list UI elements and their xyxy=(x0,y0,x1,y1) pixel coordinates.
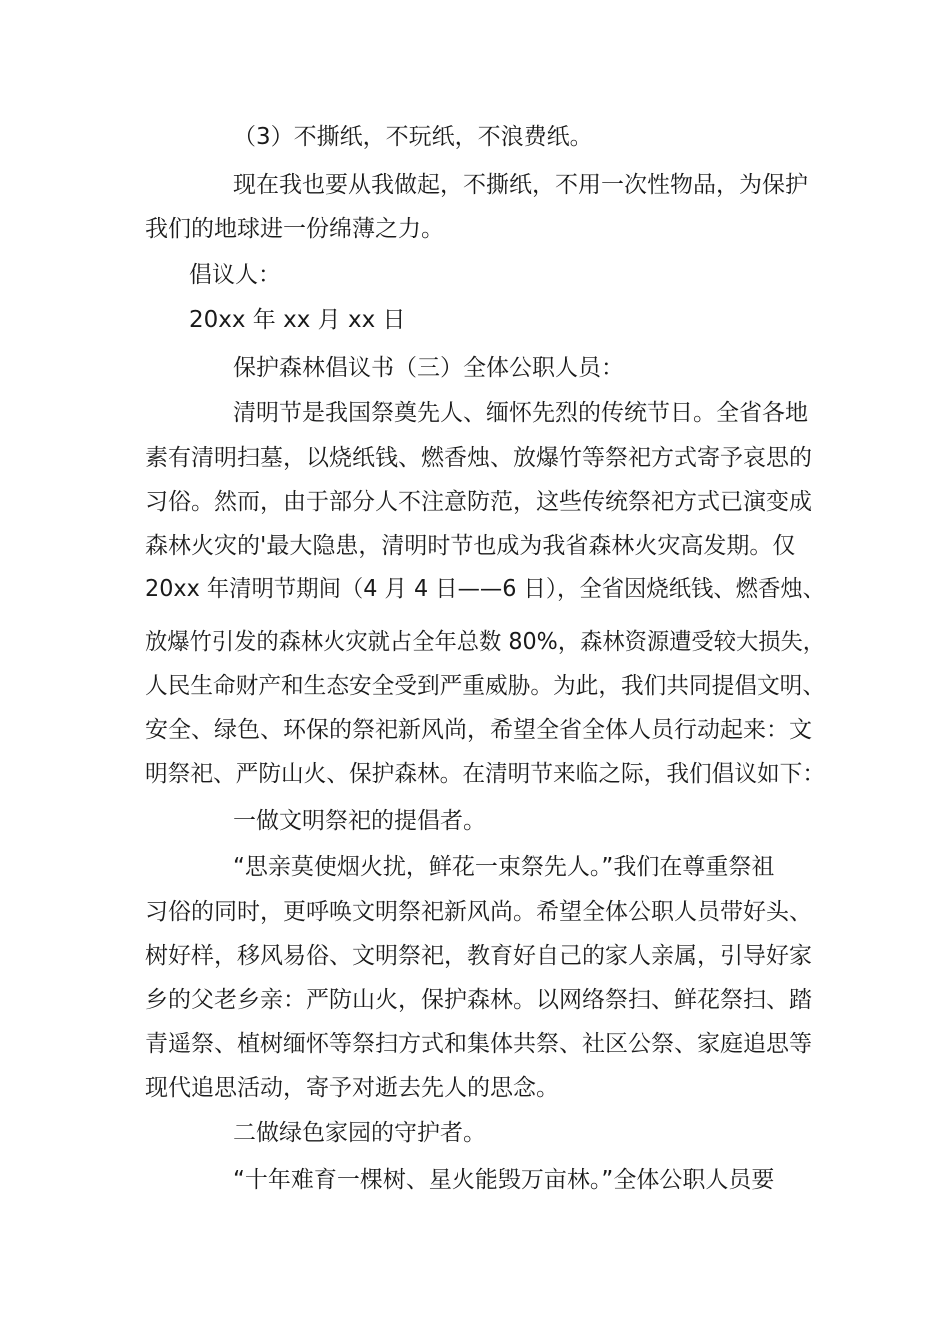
text-line xyxy=(0,524,950,568)
text-line xyxy=(0,298,950,342)
text-line xyxy=(0,799,950,843)
line-text: 20xx 年清明节期间（4 月 4 日——6 日），全省因烧纸钱、燃香烛、 xyxy=(145,576,825,602)
text-line xyxy=(0,620,950,664)
text-line xyxy=(0,978,950,1022)
text-line xyxy=(0,391,950,435)
line-text: 保护森林倡议书（三）全体公职人员： xyxy=(233,355,624,381)
line-text: 倡议人： xyxy=(189,262,281,288)
line-text: “十年难育一棵树、星火能毁万亩林。”全体公职人员要 xyxy=(233,1167,775,1193)
line-text: 明祭祀、严防山火、保护森林。在清明节来临之际，我们倡议如下： xyxy=(145,761,825,787)
text-line xyxy=(0,890,950,934)
line-text: 青遥祭、植树缅怀等祭扫方式和集体共祭、社区公祭、家庭追思等 xyxy=(145,1031,812,1057)
text-line xyxy=(0,934,950,978)
line-text: 一做文明祭祀的提倡者。 xyxy=(233,808,486,834)
line-text: （3）不撕纸，不玩纸，不浪费纸。 xyxy=(233,124,593,150)
text-line xyxy=(0,1158,950,1202)
line-text: 乡的父老乡亲：严防山火，保护森林。以网络祭扫、鲜花祭扫、踏 xyxy=(145,987,812,1013)
line-text: 放爆竹引发的森林火灾就占全年总数 80%，森林资源遭受较大损失， xyxy=(145,629,826,655)
text-line xyxy=(0,1022,950,1066)
text-line xyxy=(0,436,950,480)
text-line xyxy=(0,1111,950,1155)
line-text: 森林火灾的'最大隐患，清明时节也成为我省森林火灾高发期。仅 xyxy=(145,533,796,559)
text-line xyxy=(0,567,950,611)
text-line xyxy=(0,1066,950,1110)
text-line xyxy=(0,480,950,524)
line-text: 素有清明扫墓，以烧纸钱、燃香烛、放爆竹等祭祀方式寄予哀思的 xyxy=(145,445,812,471)
line-text: “思亲莫使烟火扰，鲜花一束祭先人。”我们在尊重祭祖 xyxy=(233,854,775,880)
line-text: 20xx 年 xx 月 xx 日 xyxy=(189,307,406,333)
text-line xyxy=(0,163,950,207)
line-text: 人民生命财产和生态安全受到严重威胁。为此，我们共同提倡文明、 xyxy=(145,673,825,699)
text-line xyxy=(0,664,950,708)
text-line xyxy=(0,253,950,297)
line-text: 树好样，移风易俗、文明祭祀，教育好自己的家人亲属，引导好家 xyxy=(145,943,812,969)
line-text: 习俗。然而，由于部分人不注意防范，这些传统祭祀方式已演变成 xyxy=(145,489,812,515)
line-text: 现代追思活动，寄予对逝去先人的思念。 xyxy=(145,1075,559,1101)
line-text: 现在我也要从我做起，不撕纸，不用一次性物品，为保护 xyxy=(233,172,808,198)
line-text: 习俗的同时，更呼唤文明祭祀新风尚。希望全体公职人员带好头、 xyxy=(145,899,812,925)
text-line xyxy=(0,708,950,752)
text-line xyxy=(0,752,950,796)
line-text: 清明节是我国祭奠先人、缅怀先烈的传统节日。全省各地 xyxy=(233,400,808,426)
text-line xyxy=(0,115,950,159)
text-line xyxy=(0,207,950,251)
text-line xyxy=(0,346,950,390)
text-line xyxy=(0,845,950,889)
line-text: 二做绿色家园的守护者。 xyxy=(233,1120,486,1146)
line-text: 安全、绿色、环保的祭祀新风尚，希望全省全体人员行动起来：文 xyxy=(145,717,812,743)
line-text: 我们的地球进一份绵薄之力。 xyxy=(145,216,444,242)
